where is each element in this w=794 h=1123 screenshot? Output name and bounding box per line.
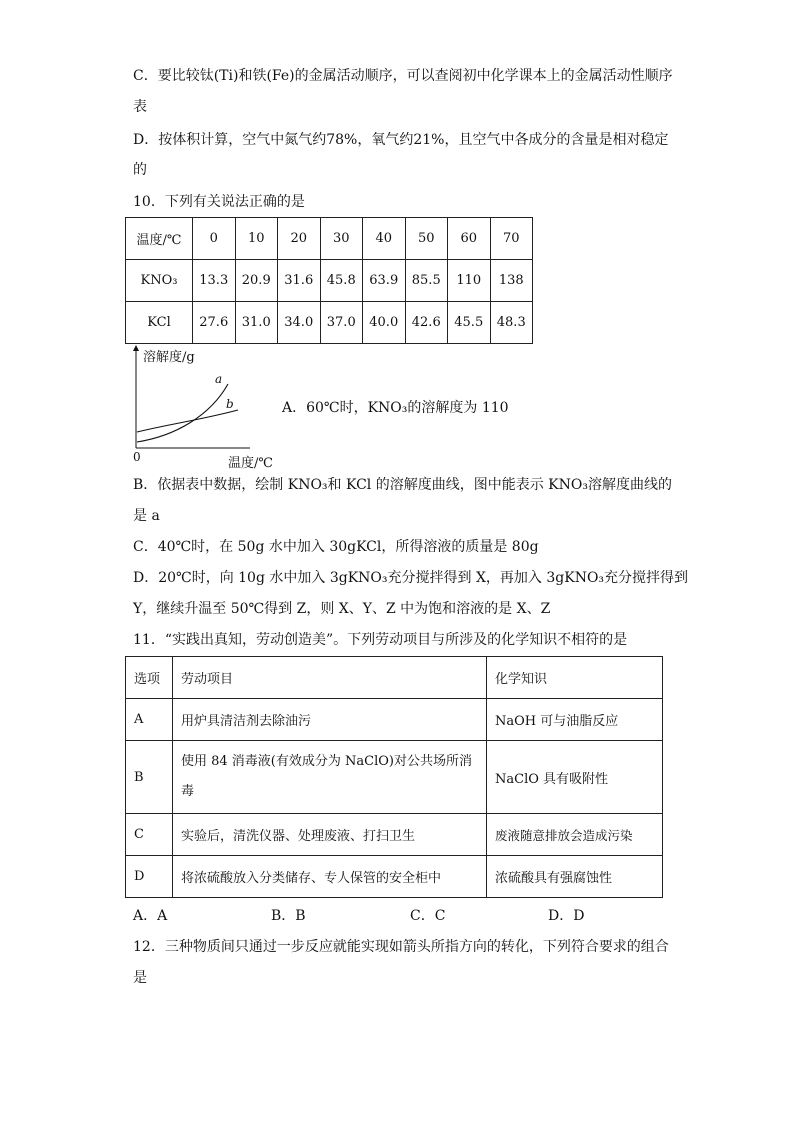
table-row	[126, 302, 533, 344]
q10-option-d-line1: D．20℃时，向 10g 水中加入 3gKNO₃充分搅拌得到 X，再加入 3gKNO₃充分搅拌得到	[133, 570, 689, 586]
table-row	[126, 856, 663, 898]
table-cell: 48.3	[490, 302, 533, 344]
table-row	[126, 657, 663, 699]
table-header-cell: 30	[320, 218, 363, 260]
table-cell: 13.3	[193, 260, 236, 302]
q11-choice-a: A．A	[133, 908, 168, 924]
table-cell: 31.6	[278, 260, 321, 302]
table-header-cell: 40	[363, 218, 406, 260]
curve-b	[137, 410, 238, 432]
q9-option-c-line1: C．要比较钛(Ti)和铁(Fe)的金属活动顺序，可以查阅初中化学课本上的金属活动性顺序	[133, 68, 673, 84]
table-cell: NaOH 可与油脂反应	[487, 699, 663, 741]
table-cell: A	[126, 699, 173, 741]
table-cell: NaClO 具有吸附性	[487, 741, 663, 814]
q10-option-b-line1: B．依据表中数据，绘制 KNO₃和 KCl 的溶解度曲线，图中能表示 KNO₃溶解度曲线的	[133, 477, 672, 493]
table-header-cell: 60	[448, 218, 491, 260]
table-cell: 用炉具清洁剂去除油污	[173, 699, 487, 741]
q11-stem: 11．“实践出真知，劳动创造美”。下列劳动项目与所涉及的化学知识不相符的是	[133, 632, 628, 648]
table-row	[126, 814, 663, 856]
table-header-cell: 劳动项目	[173, 657, 487, 699]
q9-option-c-line2: 表	[133, 99, 147, 115]
table-header-cell: 温度/℃	[126, 218, 193, 260]
table-cell: 63.9	[363, 260, 406, 302]
q9-option-d-line2: 的	[133, 162, 147, 178]
table-cell: 40.0	[363, 302, 406, 344]
table-header-cell: 10	[235, 218, 278, 260]
curve-a-label: a	[215, 372, 223, 386]
table-cell: 20.9	[235, 260, 278, 302]
table-cell: B	[126, 741, 173, 814]
q10-option-c: C．40℃时，在 50g 水中加入 30gKCl，所得溶液的质量是 80g	[133, 539, 539, 555]
q10-stem: 10．下列有关说法正确的是	[133, 194, 305, 210]
table-cell: KCl	[126, 302, 193, 344]
q12-stem-line2: 是	[133, 970, 147, 986]
q9-option-d-line1: D．按体积计算，空气中氮气约78%，氧气约21%，且空气中各成分的含量是相对稳定	[133, 132, 669, 148]
table-cell: 浓硫酸具有强腐蚀性	[487, 856, 663, 898]
q12-stem-line1: 12．三种物质间只通过一步反应就能实现如箭头所指方向的转化，下列符合要求的组合	[133, 939, 669, 955]
table-cell: 110	[448, 260, 491, 302]
table-header-cell: 0	[193, 218, 236, 260]
table-header-cell: 化学知识	[487, 657, 663, 699]
curve-a	[137, 384, 228, 442]
table-cell: 34.0	[278, 302, 321, 344]
table-cell: 31.0	[235, 302, 278, 344]
table-cell: KNO₃	[126, 260, 193, 302]
table-cell: 使用 84 消毒液(有效成分为 NaClO)对公共场所消毒	[173, 741, 487, 814]
q11-choice-c: C．C	[410, 908, 446, 924]
table-cell: 45.5	[448, 302, 491, 344]
q11-choice-b: B．B	[271, 908, 306, 924]
table-cell: 将浓硫酸放入分类储存、专人保管的安全柜中	[173, 856, 487, 898]
table-cell: 废液随意排放会造成污染	[487, 814, 663, 856]
graph-ylabel: 溶解度/g	[143, 350, 195, 365]
table-cell: D	[126, 856, 173, 898]
table-cell: 42.6	[405, 302, 448, 344]
table-cell: 37.0	[320, 302, 363, 344]
table-cell: 27.6	[193, 302, 236, 344]
curve-b-label: b	[226, 397, 234, 411]
graph-xlabel: 温度/℃	[228, 456, 273, 471]
solubility-table	[125, 217, 533, 344]
q10-option-a: A．60℃时，KNO₃的溶解度为 110	[282, 400, 509, 416]
table-row	[126, 218, 533, 260]
table-cell: 138	[490, 260, 533, 302]
table-cell: 实验后，清洗仪器、处理废液、打扫卫生	[173, 814, 487, 856]
q10-option-b-line2: 是 a	[133, 508, 160, 524]
table-row	[126, 699, 663, 741]
table-row	[126, 260, 533, 302]
table-header-cell: 20	[278, 218, 321, 260]
q11-choice-d: D．D	[548, 908, 585, 924]
table-row	[126, 741, 663, 814]
q10-option-d-line2: Y，继续升温至 50℃得到 Z，则 X、Y、Z 中为饱和溶液的是 X、Z	[133, 601, 551, 617]
table-header-cell: 50	[405, 218, 448, 260]
table-header-cell: 70	[490, 218, 533, 260]
table-cell: 45.8	[320, 260, 363, 302]
table-header-cell: 选项	[126, 657, 173, 699]
table-cell: 85.5	[405, 260, 448, 302]
table-cell: C	[126, 814, 173, 856]
graph-origin: 0	[133, 450, 141, 464]
labor-table	[125, 656, 663, 898]
